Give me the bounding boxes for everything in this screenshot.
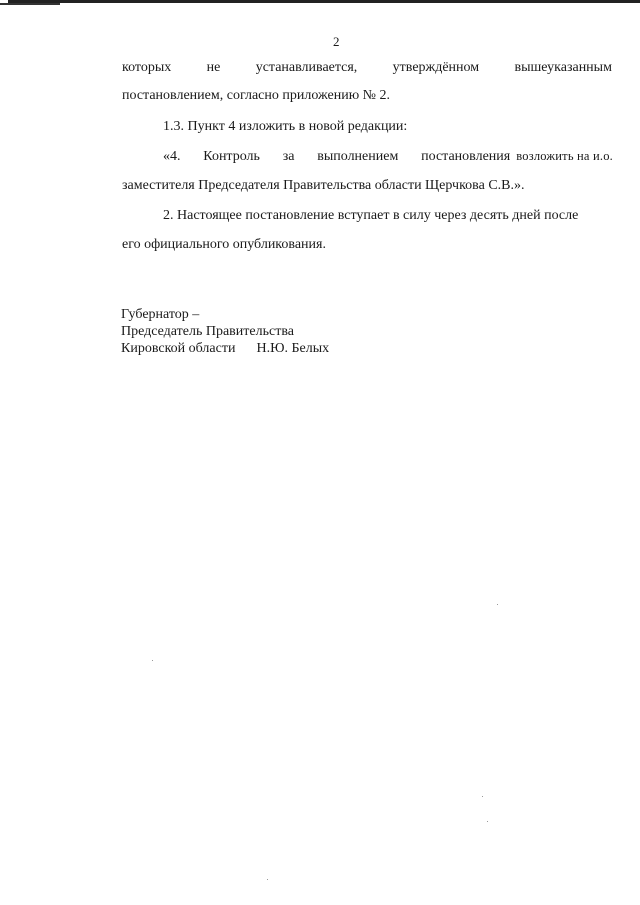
word: утверждённом [392, 60, 480, 75]
word: не [206, 60, 221, 75]
word: постановления [421, 149, 511, 164]
signature-name: Н.Ю. Белых [256, 341, 330, 356]
scan-speck [152, 660, 153, 661]
paragraph-4-line-2: заместителя Председателя Правительства области Щерчкова С.В.». [122, 178, 525, 193]
signature-title-line-1: Губернатор – [121, 307, 200, 322]
word: вышеуказанным [514, 60, 612, 75]
signature-title-line-3-row [121, 340, 329, 357]
scan-speck [487, 821, 488, 822]
word: за [282, 149, 295, 164]
signature-title-line-2: Председатель Правительства [121, 324, 294, 339]
scan-speck [267, 879, 268, 880]
word: Контроль [203, 149, 260, 164]
paragraph-2-line-2: его официального опубликования. [122, 237, 326, 252]
top-border-rule-fragment [0, 3, 60, 5]
paragraph-4-tail: возложить на и.о. [516, 149, 613, 163]
scan-speck [482, 796, 483, 797]
word: которых [122, 60, 172, 75]
paragraph-1-3: 1.3. Пункт 4 изложить в новой редакции: [163, 119, 408, 134]
signature-title-line-3: Кировской области [121, 341, 236, 356]
word: «4. [163, 149, 181, 164]
signature-block [121, 306, 329, 357]
page-number: 2 [333, 34, 340, 49]
paragraph-continuation-line-1 [122, 60, 612, 76]
paragraph-4-line-1 [163, 149, 613, 165]
scan-speck [497, 604, 498, 605]
word: выполнением [317, 149, 399, 164]
paragraph-2-line-1: 2. Настоящее постановление вступает в силу через десять дней после [163, 208, 579, 223]
paragraph-continuation-line-2: постановлением, согласно приложению № 2. [122, 88, 391, 103]
top-border-rule [8, 0, 640, 3]
word: устанавливается, [255, 60, 358, 75]
